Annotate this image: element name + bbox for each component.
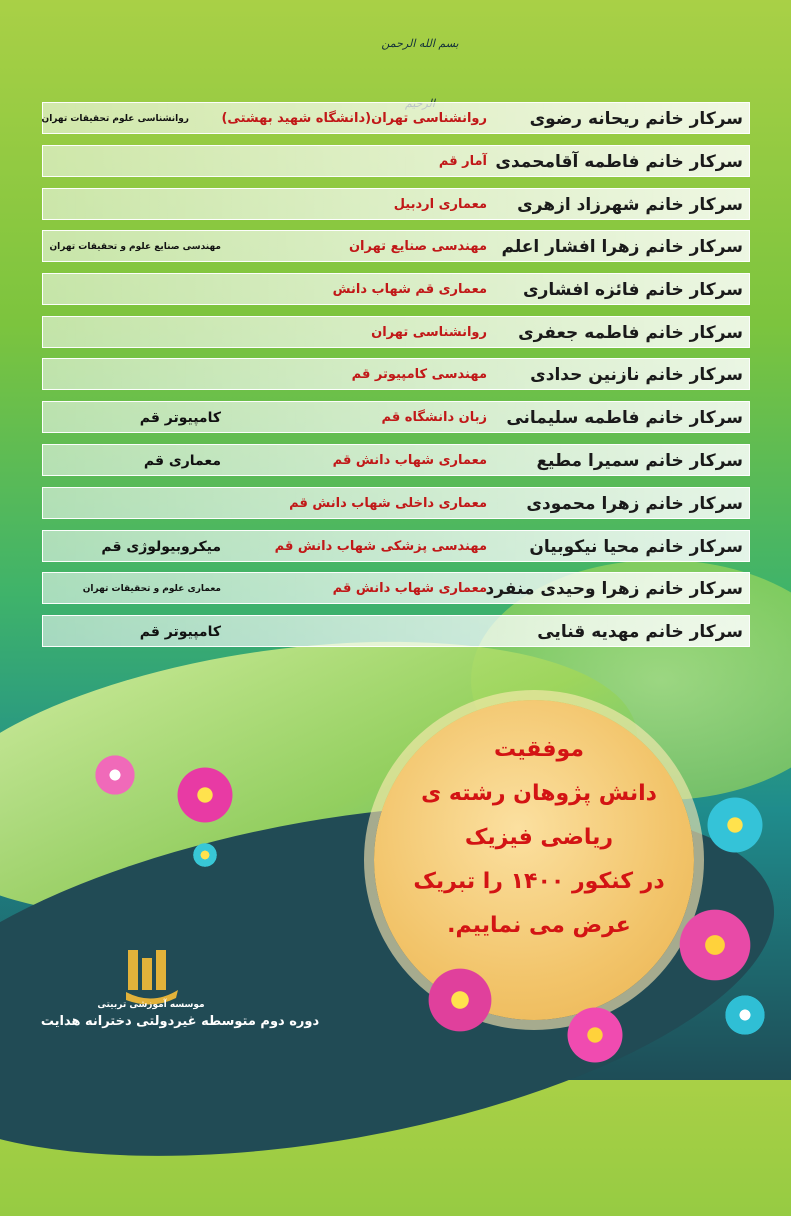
flower-decoration (720, 990, 770, 1040)
list-item (42, 615, 750, 647)
list-item (42, 401, 750, 433)
message-line: ریاضی فیزیک (464, 825, 614, 850)
student-name: سرکار خانم زهرا وحیدی منفرد (485, 579, 743, 599)
flower-decoration (170, 760, 240, 830)
student-name: سرکار خانم فاطمه سلیمانی (506, 408, 743, 428)
flower-decoration (560, 1000, 630, 1070)
student-name: سرکار خانم ریحانه رضوی (529, 109, 743, 129)
student-name: سرکار خانم زهرا محمودی (526, 494, 743, 514)
student-extra: میکروبیولوژی قم (101, 539, 221, 555)
student-name: سرکار خانم فاطمه آقامحمدی (495, 152, 743, 172)
student-extra: روانشناسی علوم تحقیقات تهران (41, 114, 189, 124)
flower-decoration (420, 960, 500, 1040)
list-item (42, 530, 750, 562)
student-extra: معماری علوم و تحقیقات تهران (82, 584, 221, 594)
flower-decoration (700, 790, 770, 860)
list-item (42, 316, 750, 348)
message-line: در کنکور ۱۴۰۰ را تبریک (413, 869, 665, 894)
student-field: روانشناسی تهران(دانشگاه شهید بهشتی) (221, 111, 487, 126)
message-line: عرض می نماییم. (447, 913, 631, 938)
flower-decoration (90, 750, 140, 800)
message-line: دانش پژوهان رشته ی (421, 781, 657, 806)
list-item (42, 444, 750, 476)
student-extra: کامپیوتر قم (139, 624, 221, 640)
student-field: معماری قم شهاب دانش (332, 282, 487, 297)
student-name: سرکار خانم شهرزاد ازهری (517, 195, 743, 215)
list-item (42, 145, 750, 177)
student-name: سرکار خانم سمیرا مطیع (536, 451, 743, 471)
student-name: سرکار خانم مهدیه قنایی (537, 622, 743, 642)
student-name: سرکار خانم فائزه افشاری (523, 280, 743, 300)
student-field: مهندسی صنایع تهران (348, 239, 487, 254)
student-name: سرکار خانم محیا نیکوبیان (529, 537, 743, 557)
list-item (42, 188, 750, 220)
list-item (42, 572, 750, 604)
flower-decoration (190, 840, 220, 870)
student-name: سرکار خانم فاطمه جعفری (518, 323, 743, 343)
basmala-calligraphy: بسم الله الرحمن (381, 37, 459, 50)
student-extra: کامپیوتر قم (139, 410, 221, 426)
student-field: مهندسی پزشکی شهاب دانش قم (274, 539, 487, 554)
student-field: زبان دانشگاه قم (381, 410, 487, 425)
logo-caption: موسسه آموزشی تربیتی (97, 1000, 205, 1010)
student-extra: مهندسی صنایع علوم و تحقیقات تهران (49, 242, 221, 252)
list-item (42, 273, 750, 305)
student-field: معماری اردبیل (393, 197, 487, 212)
student-field: معماری شهاب دانش قم (332, 581, 487, 596)
student-name: سرکار خانم نازنین حدادی (530, 365, 743, 385)
list-item (42, 487, 750, 519)
student-extra: معماری قم (143, 453, 221, 469)
student-name: سرکار خانم زهرا افشار اعلم (501, 237, 743, 257)
school-logo-icon (120, 944, 184, 1008)
school-name: دوره دوم متوسطه غیردولتی دخترانه هدایت (40, 1014, 320, 1029)
congratulation-message (394, 728, 684, 948)
student-field: آمار قم (438, 154, 487, 169)
message-line: موفقیت (494, 737, 584, 762)
list-item (42, 358, 750, 390)
student-field: مهندسی کامپیوتر قم (351, 367, 487, 382)
list-item (42, 230, 750, 262)
student-field: معماری شهاب دانش قم (332, 453, 487, 468)
student-field: روانشناسی تهران (371, 325, 487, 340)
flower-decoration (670, 900, 760, 990)
list-item (42, 102, 750, 134)
student-field: معماری داخلی شهاب دانش قم (289, 496, 487, 511)
